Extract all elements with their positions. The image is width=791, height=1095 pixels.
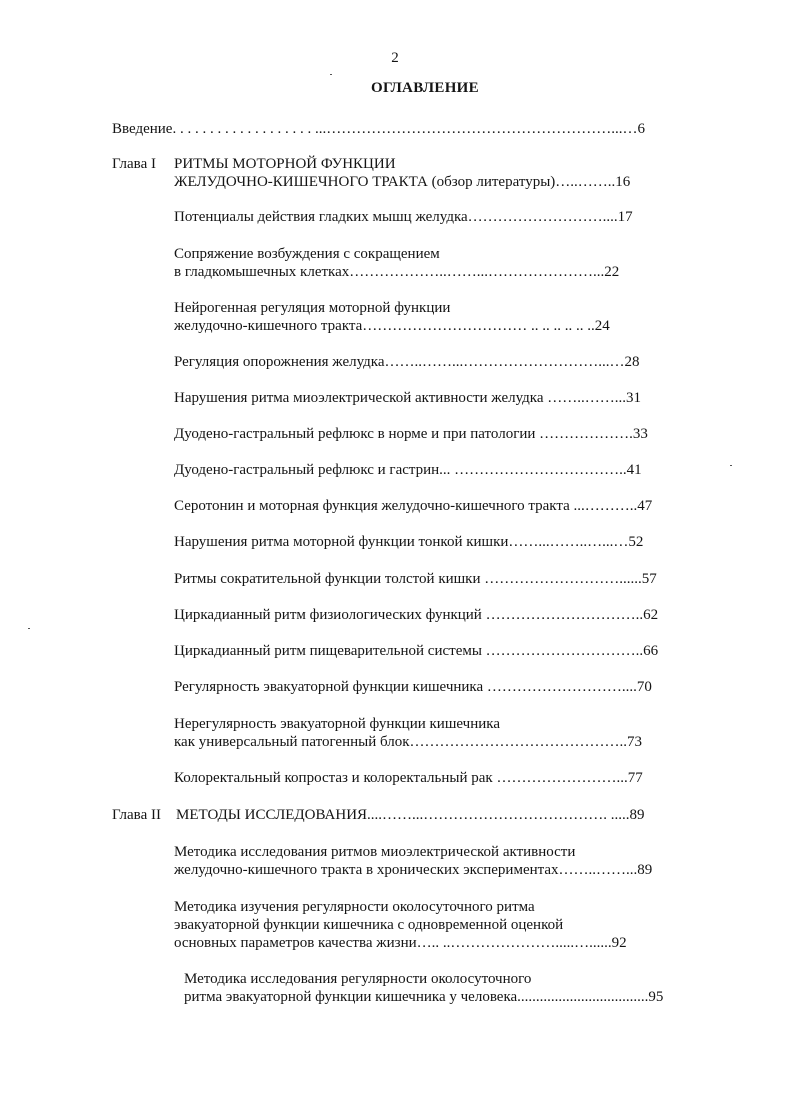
toc-entry-cont: ритма эвакуаторной функции кишечника у человека...................................95 [184,989,664,1005]
scan-speck [28,628,30,629]
toc-entry-intro: Введение. . . . . . . . . . . . . . . . . . . ...…………………………………………………...…6 [112,121,645,137]
toc-entry: Ритмы сократительной функции толстой кишки ………………………......57 [174,571,657,587]
chapter-2-heading: МЕТОДЫ ИССЛЕДОВАНИЯ....……...………………………………. .....89 [176,807,645,823]
scan-speck [330,74,332,75]
toc-entry: Нерегулярность эвакуаторной функции кишечника [174,716,500,732]
toc-entry-cont: эвакуаторной функции кишечника с одновременной оценкой [174,917,564,933]
toc-entry: Колоректальный копростаз и колоректальный рак ……………………...77 [174,770,643,786]
toc-entry: Методика изучения регулярности околосуточного ритма [174,899,535,915]
toc-entry: Дуодено-гастральный рефлюкс в норме и при патологии ……………….33 [174,426,648,442]
toc-entry: Серотонин и моторная функция желудочно-кишечного тракта ...………..47 [174,498,653,514]
toc-entry-cont: желудочно-кишечного тракта в хронических экспериментах……..……...89 [174,862,653,878]
toc-entry: Нейрогенная регуляция моторной функции [174,300,451,316]
toc-entry: Регуляция опорожнения желудка……..……...………………………...…28 [174,354,640,370]
toc-entry: Сопряжение возбуждения с сокращением [174,246,440,262]
chapter-1-heading-cont: ЖЕЛУДОЧНО-КИШЕЧНОГО ТРАКТА (обзор литературы)…..……..16 [174,174,631,190]
toc-entry: Дуодено-гастральный рефлюкс и гастрин... ……………………………..41 [174,462,642,478]
toc-entry: Циркадианный ритм пищеварительной системы …………………………..66 [174,643,659,659]
scan-speck [730,465,732,466]
toc-entry-cont: в гладкомышечных клетках………………..……...…………………...22 [174,264,620,280]
toc-entry-cont: основных параметров качества жизни….. ..………………….....…......92 [174,935,627,951]
toc-entry-cont: как универсальный патогенный блок……………………………………..73 [174,734,643,750]
toc-entry: Нарушения ритма миоэлектрической активности желудка ……..……...31 [174,390,642,406]
page-title: ОГЛАВЛЕНИЕ [371,80,479,96]
chapter-2-label: Глава II [112,807,161,823]
toc-entry-cont: желудочно-кишечного тракта…………………………… .. .. .. .. .. ..24 [174,318,610,334]
chapter-1-label: Глава I [112,156,156,172]
chapter-1-heading: РИТМЫ МОТОРНОЙ ФУНКЦИИ [174,156,396,172]
toc-entry: Нарушения ритма моторной функции тонкой кишки……...……..…...…52 [174,534,644,550]
toc-entry: Методика исследования ритмов миоэлектрической активности [174,844,576,860]
page-number: 2 [391,50,399,66]
toc-entry: Методика исследования регулярности околосуточного [184,971,532,987]
toc-entry: Регулярность эвакуаторной функции кишечника ………………………....70 [174,679,652,695]
toc-entry: Потенциалы действия гладких мышц желудка………………………....17 [174,209,633,225]
toc-entry: Циркадианный ритм физиологических функций …………………………..62 [174,607,659,623]
